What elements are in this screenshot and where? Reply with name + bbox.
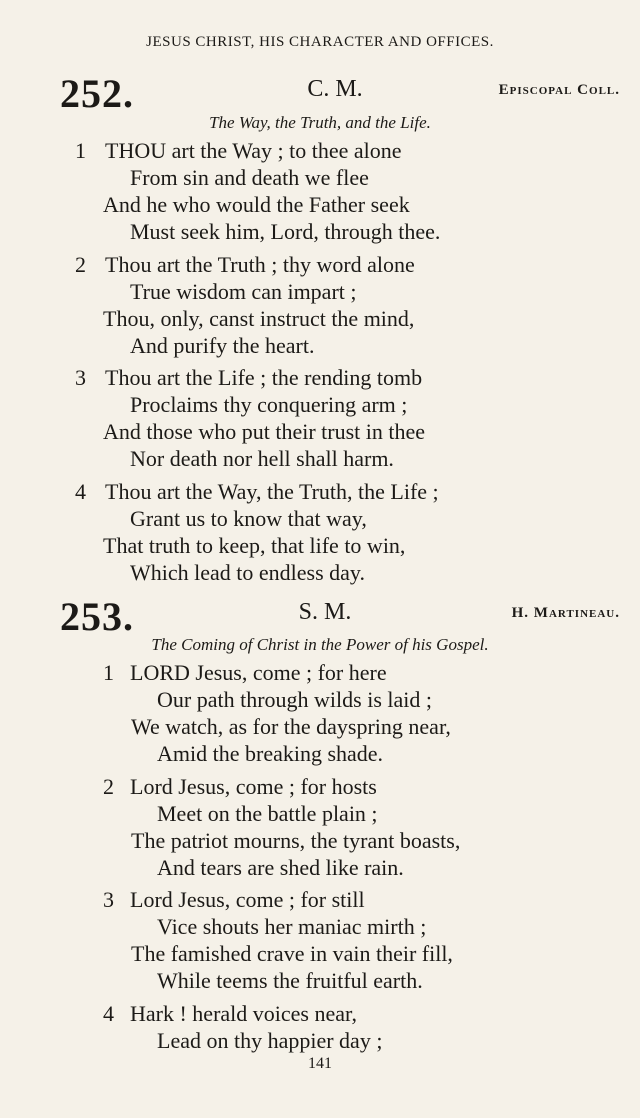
verse-line: Proclaims thy conquering arm ;: [130, 392, 408, 417]
verse-line: True wisdom can impart ;: [130, 279, 357, 304]
hymn-meter: S. M.: [298, 599, 352, 625]
verse-line: Nor death nor hell shall harm.: [130, 446, 394, 471]
hymn-title: The Way, the Truth, and the Life.: [209, 113, 431, 132]
verse-line: That truth to keep, that life to win,: [103, 533, 406, 558]
hymn-number: 253.: [60, 594, 134, 639]
verse-line: And he who would the Father seek: [103, 192, 410, 217]
verse-line: And tears are shed like rain.: [157, 855, 404, 880]
verse-line: From sin and death we flee: [130, 165, 369, 190]
verse-line: The patriot mourns, the tyrant boasts,: [131, 828, 461, 853]
hymn-meter: C. M.: [307, 76, 363, 102]
verse-number: 3: [75, 365, 86, 390]
verse-line: Vice shouts her maniac mirth ;: [157, 914, 427, 939]
verse-line: The famished crave in vain their fill,: [131, 941, 453, 966]
verse-line: Hark ! herald voices near,: [130, 1001, 357, 1026]
hymn-number: 252.: [60, 71, 134, 116]
verse-line: Lead on thy happier day ;: [157, 1028, 383, 1053]
verse-line: Thou art the Way, the Truth, the Life ;: [105, 479, 439, 504]
verse-line: Our path through wilds is laid ;: [157, 687, 432, 712]
hymn-author: H. Martineau.: [511, 605, 620, 621]
verse-number: 2: [103, 774, 114, 799]
hymn-title: The Coming of Christ in the Power of his Gospel.: [151, 635, 489, 654]
hymn-author: Episcopal Coll.: [498, 82, 620, 98]
verse-number: 3: [103, 887, 114, 912]
verse-line: And those who put their trust in thee: [103, 419, 426, 444]
verse-line: Lord Jesus, come ; for hosts: [130, 774, 377, 799]
verse-line: LORD Jesus, come ; for here: [130, 660, 387, 685]
verse-line: Which lead to endless day.: [130, 560, 365, 585]
verse-line: Amid the breaking shade.: [157, 741, 384, 766]
verse-number: 4: [75, 479, 86, 504]
verse-number: 4: [103, 1001, 114, 1026]
verse-line: THOU art the Way ; to thee alone: [105, 138, 402, 163]
verse-line: Thou, only, canst instruct the mind,: [103, 306, 415, 331]
verse-line: Must seek him, Lord, through thee.: [130, 219, 441, 244]
verse-line: We watch, as for the dayspring near,: [131, 714, 451, 739]
verse-number: 2: [75, 252, 86, 277]
running-head: JESUS CHRIST, HIS CHARACTER AND OFFICES.: [146, 34, 494, 50]
verse-number: 1: [103, 660, 114, 685]
verse-line: Lord Jesus, come ; for still: [130, 887, 365, 912]
verse-line: Grant us to know that way,: [130, 506, 367, 531]
verse-line: And purify the heart.: [130, 333, 315, 358]
verse-line: Thou art the Truth ; thy word alone: [105, 252, 415, 277]
page-number: 141: [308, 1055, 332, 1072]
verse-line: Meet on the battle plain ;: [157, 801, 378, 826]
verse-line: Thou art the Life ; the rending tomb: [105, 365, 423, 390]
verse-line: While teems the fruitful earth.: [157, 968, 423, 993]
verse-number: 1: [75, 138, 86, 163]
